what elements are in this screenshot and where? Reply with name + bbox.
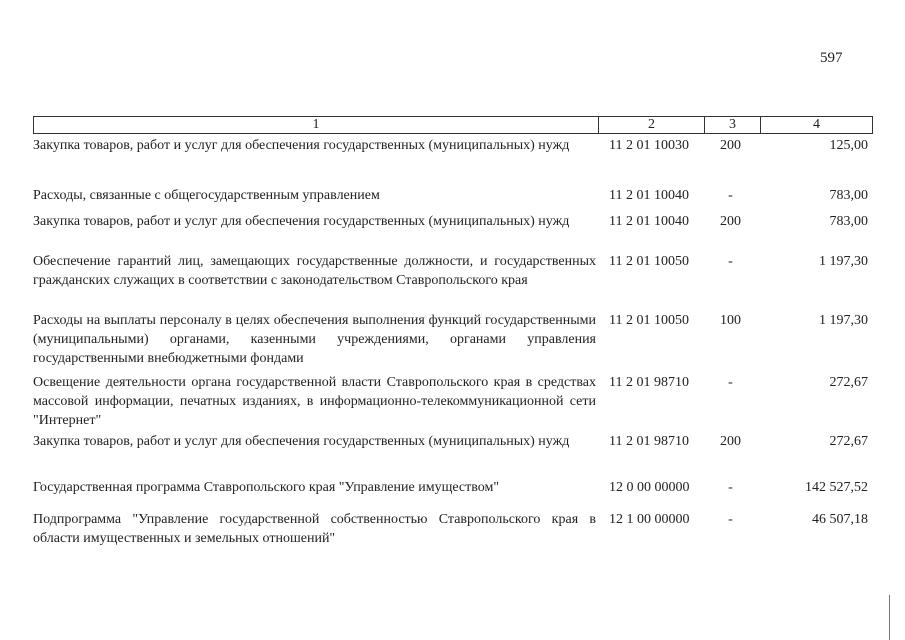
row-amount: 46 507,18 [812,512,868,527]
row-code: 11 2 01 10050 [609,313,689,328]
row-description: Расходы, связанные с общегосударственным управлением [33,188,380,203]
table-header [33,116,873,134]
row-expense-type: 100 [720,313,741,328]
row-expense-type: 200 [720,434,741,449]
row-code: 11 2 01 98710 [609,375,689,390]
row-description: Освещение деятельности органа государственной власти Ставропольского края в средствах массовой информации, печатных изданиях, в информационно-телекоммуникационной сети "Интернет" [33,375,596,428]
row-code: 11 2 01 10040 [609,214,689,229]
row-description: Подпрограмма "Управление государственной собственностью Ставропольского края в области имущественных и земельных отношений" [33,512,596,546]
row-amount: 1 197,30 [819,254,868,269]
row-code: 11 2 01 10040 [609,188,689,203]
scan-margin-line [889,595,890,640]
header-col-3: 3 [705,117,761,133]
row-expense-type: 200 [720,138,741,153]
row-code: 11 2 01 10050 [609,254,689,269]
row-amount: 783,00 [829,188,868,203]
row-amount: 783,00 [829,214,868,229]
row-description: Закупка товаров, работ и услуг для обеспечения государственных (муниципальных) нужд [33,434,570,449]
row-code: 12 0 00 00000 [609,480,690,495]
row-description: Государственная программа Ставропольского края "Управление имуществом" [33,480,500,495]
row-description: Обеспечение гарантий лиц, замещающих государственные должности, и государственных гражданских служащих в соответствии с законодательством Ставропольского края [33,254,596,288]
row-expense-type: - [728,188,733,203]
row-code: 12 1 00 00000 [609,512,690,527]
row-code: 11 2 01 10030 [609,138,689,153]
row-description: Расходы на выплаты персоналу в целях обеспечения выполнения функций государственными (муниципальными) органами, казенными учреждениями, органами управления государственными внебюджетными фондами [33,313,596,366]
row-description: Закупка товаров, работ и услуг для обеспечения государственных (муниципальных) нужд [33,138,570,153]
row-expense-type: 200 [720,214,741,229]
row-expense-type: - [728,480,733,495]
row-amount: 1 197,30 [819,313,868,328]
row-expense-type: - [728,254,733,269]
row-amount: 125,00 [829,138,868,153]
row-code: 11 2 01 98710 [609,434,689,449]
row-amount: 142 527,52 [805,480,868,495]
row-amount: 272,67 [829,375,868,390]
header-col-1: 1 [34,117,599,133]
row-expense-type: - [728,512,733,527]
header-col-2: 2 [599,117,705,133]
page-number: 597 [820,50,843,66]
header-col-4: 4 [813,117,820,132]
row-amount: 272,67 [829,434,868,449]
row-description: Закупка товаров, работ и услуг для обеспечения государственных (муниципальных) нужд [33,214,570,229]
row-expense-type: - [728,375,733,390]
